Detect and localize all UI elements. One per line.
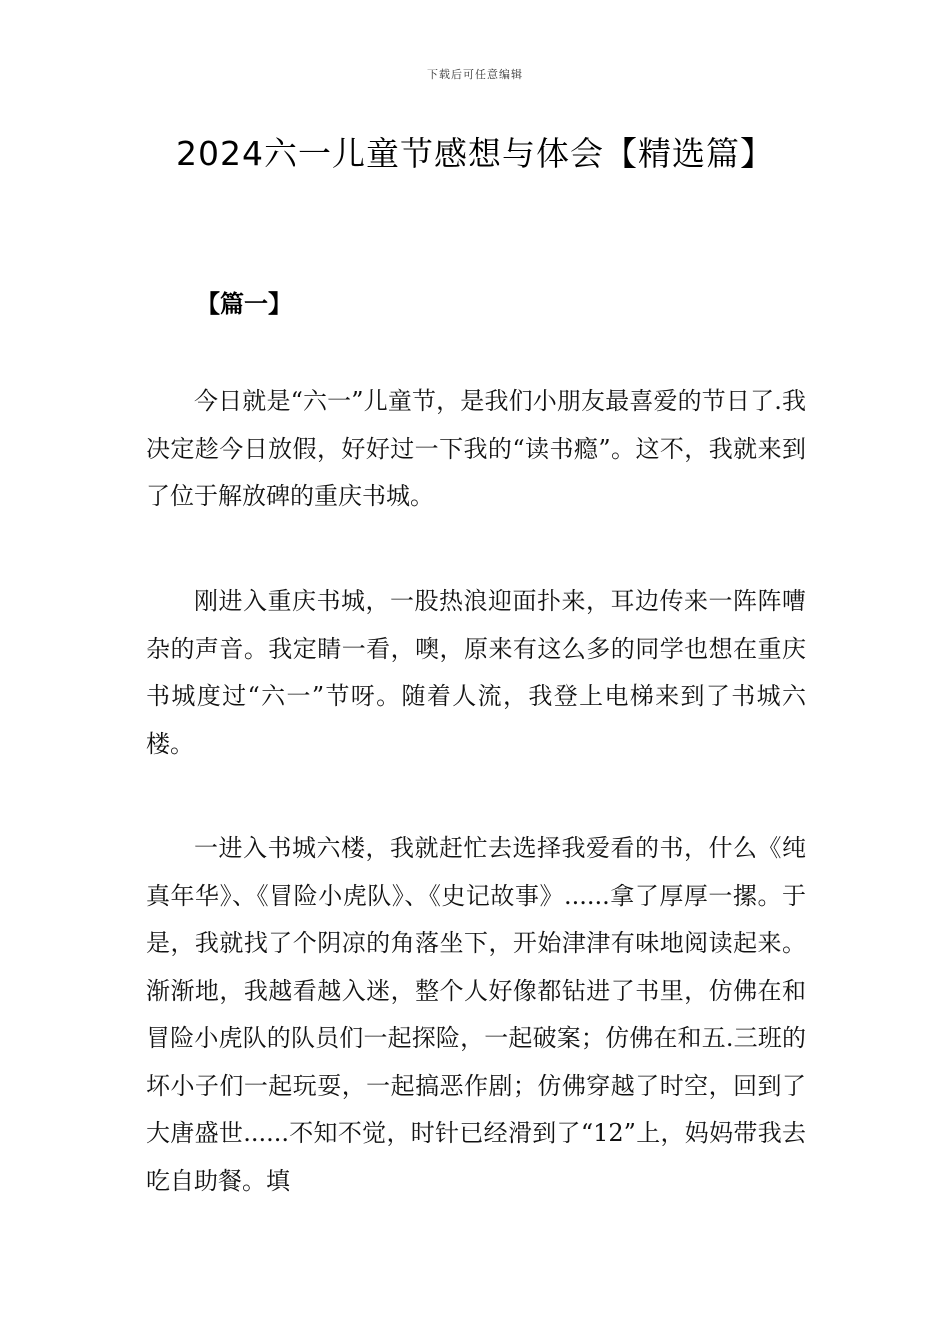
document-title: 2024六一儿童节感想与体会【精选篇】 bbox=[176, 134, 774, 173]
paragraph: 今日就是“六一”儿童节，是我们小朋友最喜爱的节日了.我决定趁今日放假，好好过一下我的“读书瘾”。这不，我就来到了位于解放碑的重庆书城。 bbox=[146, 387, 806, 510]
header-note: 下载后可任意编辑 bbox=[427, 68, 523, 81]
paragraph: 刚进入重庆书城，一股热浪迎面扑来，耳边传来一阵阵嘈杂的声音。我定睛一看，噢，原来有这么多的同学也想在重庆书城度过“六一”节呀。随着人流，我登上电梯来到了书城六楼。 bbox=[146, 587, 806, 758]
section-heading: 【篇一】 bbox=[196, 289, 292, 318]
paragraph: 一进入书城六楼，我就赶忙去选择我爱看的书，什么《纯真年华》、《冒险小虎队》、《史记故事》......拿了厚厚一摞。于是，我就找了个阴凉的角落坐下，开始津津有味地阅读起来。渐渐地，我越看越入迷，整个人好像都钻进了书里，仿佛在和冒险小虎队的队员们一起探险，一起破案；仿佛在和五.三班的坏小子们一起玩耍，一起搞恶作剧；仿佛穿越了时空，回到了大唐盛世......不知不觉，时针已经滑到了“12”上，妈妈带我去吃自助餐。填 bbox=[146, 834, 806, 1195]
